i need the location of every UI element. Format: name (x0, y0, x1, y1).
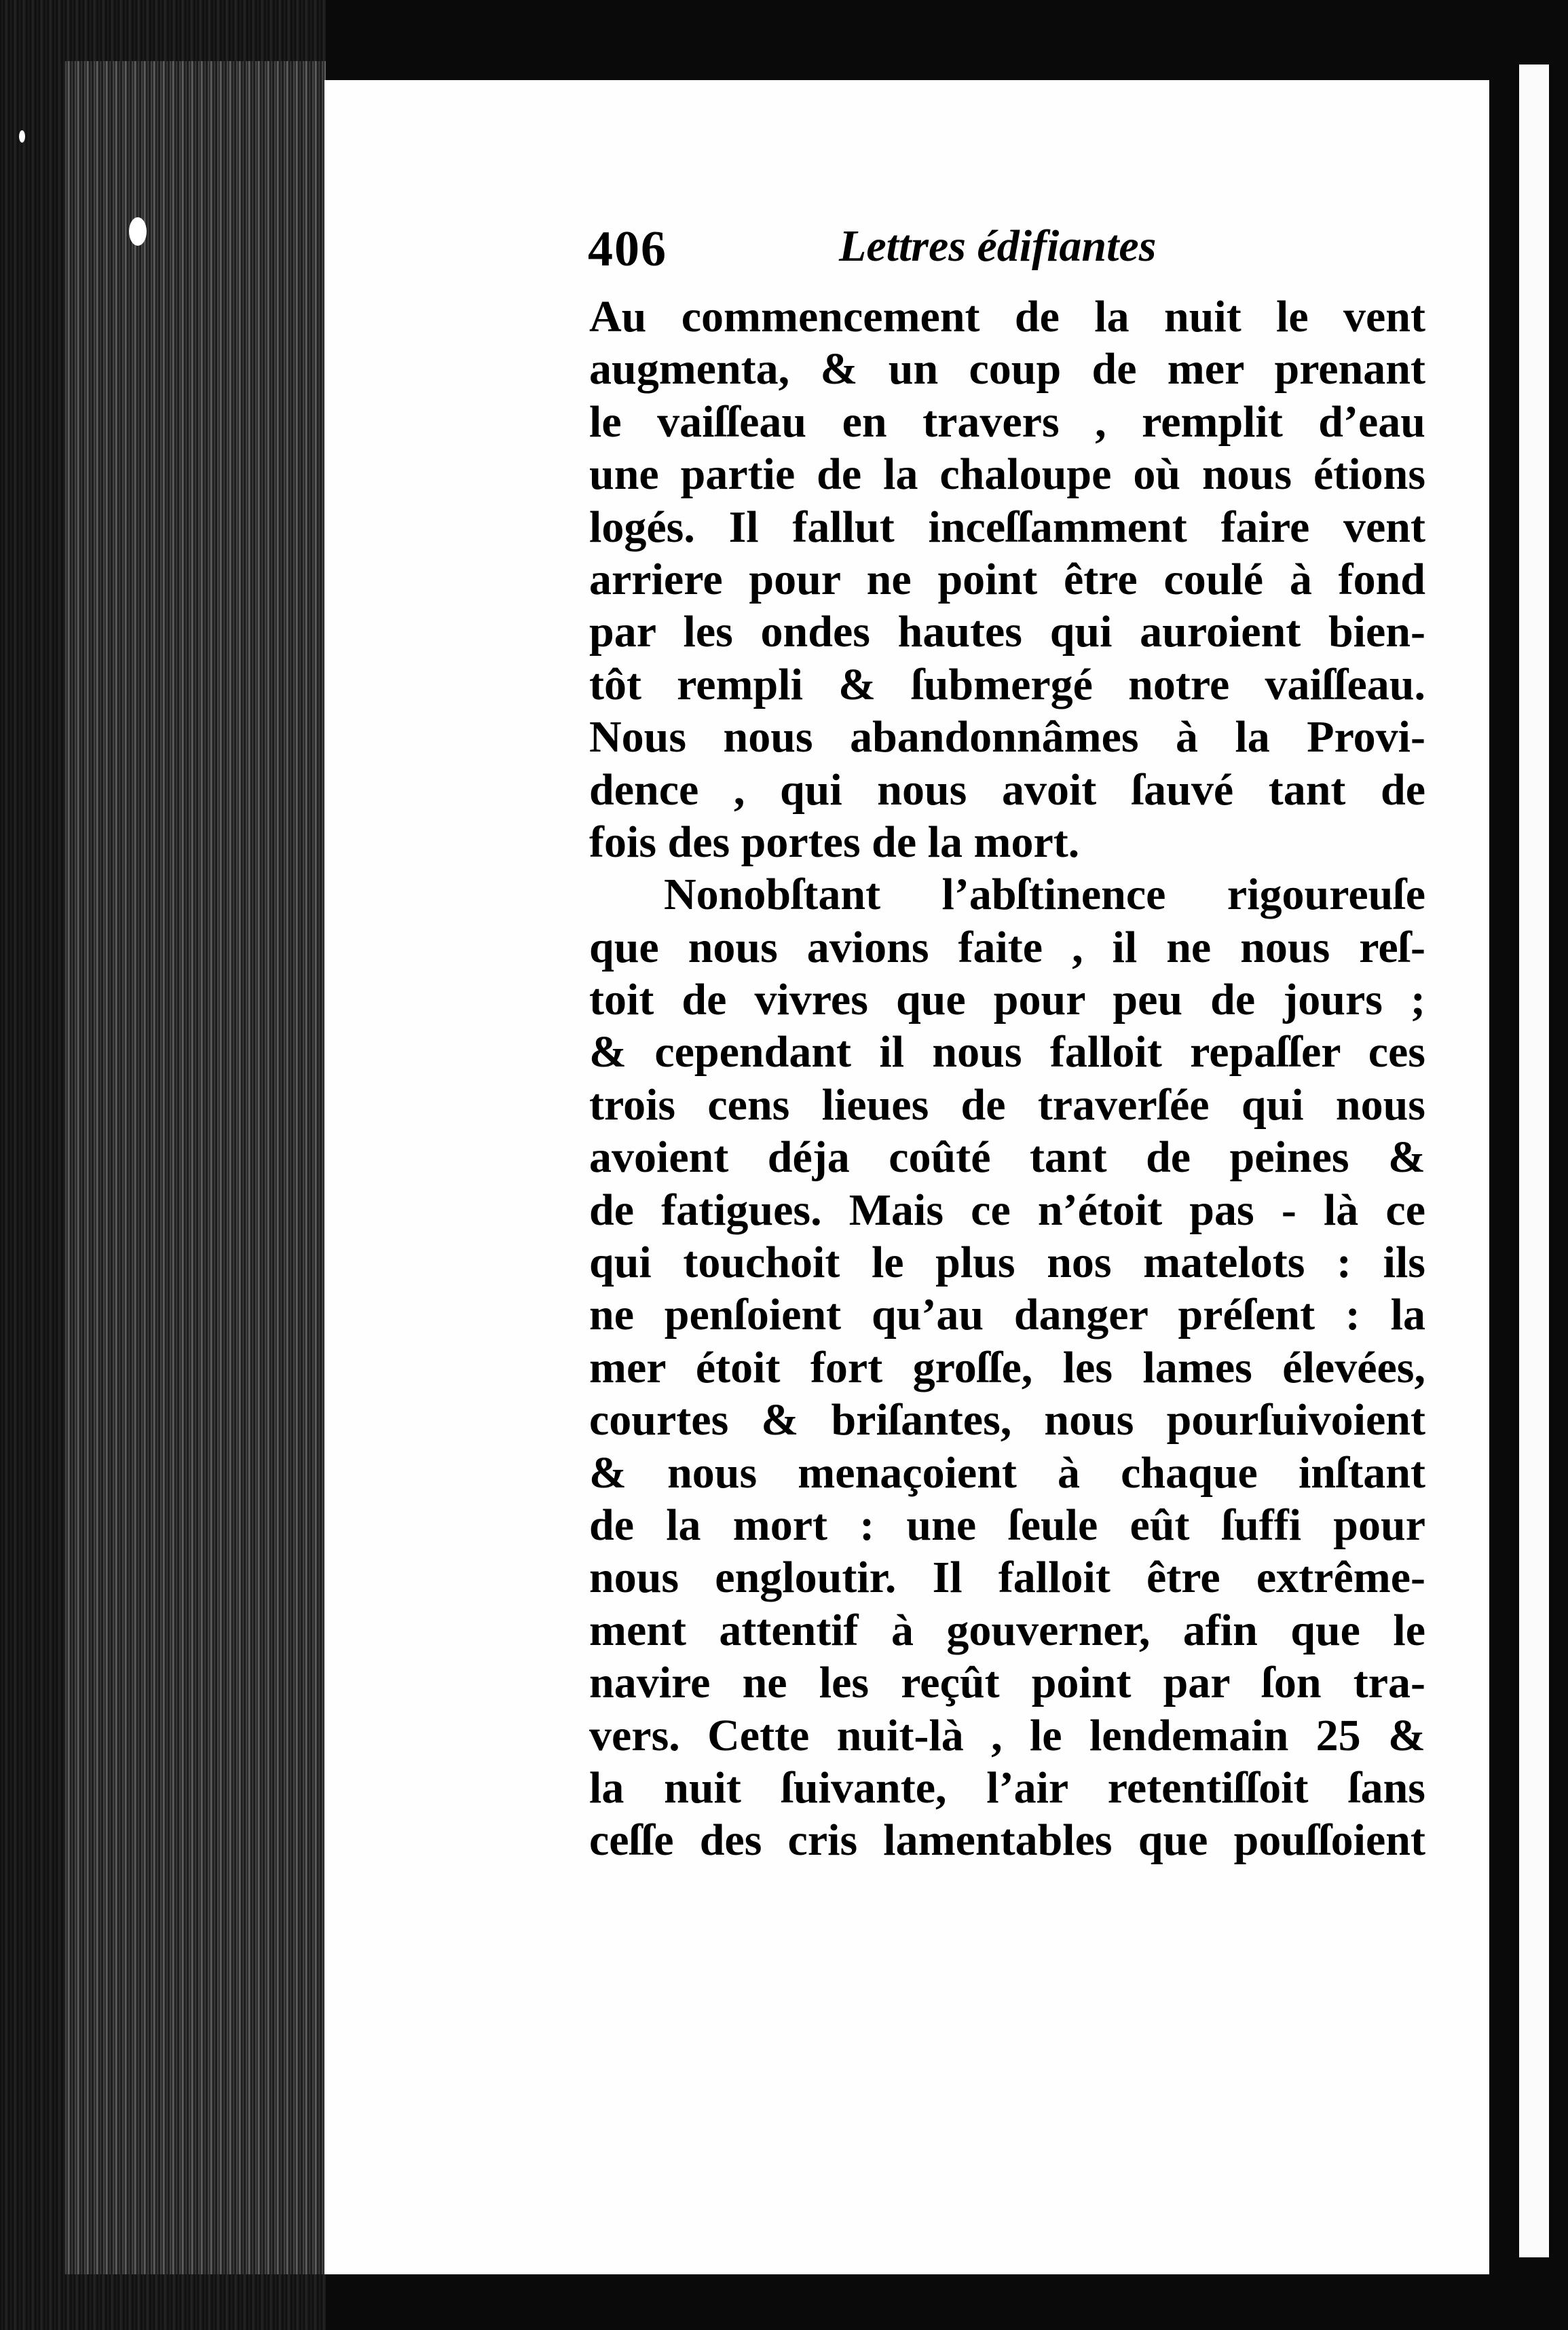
text-line: & nous menaçoient à chaque inſtant (589, 1447, 1425, 1498)
dust-speck (19, 130, 25, 143)
text-line: qui touchoit le plus nos matelots : ils (589, 1238, 1425, 1288)
text-line: & cependant il nous falloit repaſſer ces (589, 1027, 1425, 1077)
text-line: que nous avions faite , il ne nous reſ- (589, 922, 1425, 972)
text-line: fois des portes de la mort. (589, 817, 1080, 867)
text-line: mer étoit fort groſſe, les lames élevées, (589, 1342, 1425, 1392)
text-line: vers. Cette nuit-là , le lendemain 25 & (589, 1710, 1425, 1760)
text-line: toit de vivres que pour peu de jours ; (589, 975, 1425, 1025)
text-line: arriere pour ne point être coulé à fond (589, 554, 1425, 604)
text-line: la nuit ſuivante, l’air retentiſſoit ſans (589, 1762, 1425, 1813)
text-line: ne penſoient qu’au danger préſent : la (589, 1290, 1425, 1340)
text-line: logés. Il fallut inceſſamment faire vent (589, 502, 1425, 552)
text-line: dence , qui nous avoit ſauvé tant de (589, 764, 1425, 815)
dust-speck (129, 217, 147, 246)
text-line: ment attentif à gouverner, afin que le (589, 1605, 1425, 1655)
text-line: le vaiſſeau en travers , remplit d’eau (589, 396, 1425, 447)
text-line: de fatigues. Mais ce n’étoit pas - là ce (589, 1185, 1425, 1235)
page-edges (64, 61, 326, 2274)
text-line: une partie de la chaloupe où nous étions (589, 449, 1425, 500)
text-line: nous engloutir. Il falloit être extrême- (589, 1553, 1425, 1603)
running-title: Lettres édifiantes (839, 221, 1157, 271)
text-line: courtes & briſantes, nous pourſuivoient (589, 1395, 1425, 1445)
text-line: de la mort : une ſeule eût ſuffi pour (589, 1500, 1425, 1550)
page-number: 406 (588, 221, 667, 277)
text-line: avoient déja coûté tant de peines & (589, 1132, 1425, 1183)
text-line: Au commencement de la nuit le vent (589, 292, 1425, 341)
body-text (589, 291, 1425, 1867)
text-line: tôt rempli & ſubmergé notre vaiſſeau. (589, 659, 1425, 709)
page-header (588, 221, 1199, 289)
facing-page-edge (1519, 64, 1549, 2257)
text-line: Nonobſtant l’abſtinence rigoureuſe (664, 870, 1425, 920)
text-line: Nous nous abandonnâmes à la Provi- (589, 712, 1425, 762)
text-line: ceſſe des cris lamentables que pouſſoient (589, 1815, 1425, 1866)
text-line: par les ondes hautes qui auroient bien- (589, 607, 1425, 657)
text-line: navire ne les reçût point par ſon tra- (589, 1658, 1425, 1708)
text-line: trois cens lieues de traverſée qui nous (589, 1079, 1425, 1130)
text-line: augmenta, & un coup de mer prenant (589, 344, 1425, 394)
